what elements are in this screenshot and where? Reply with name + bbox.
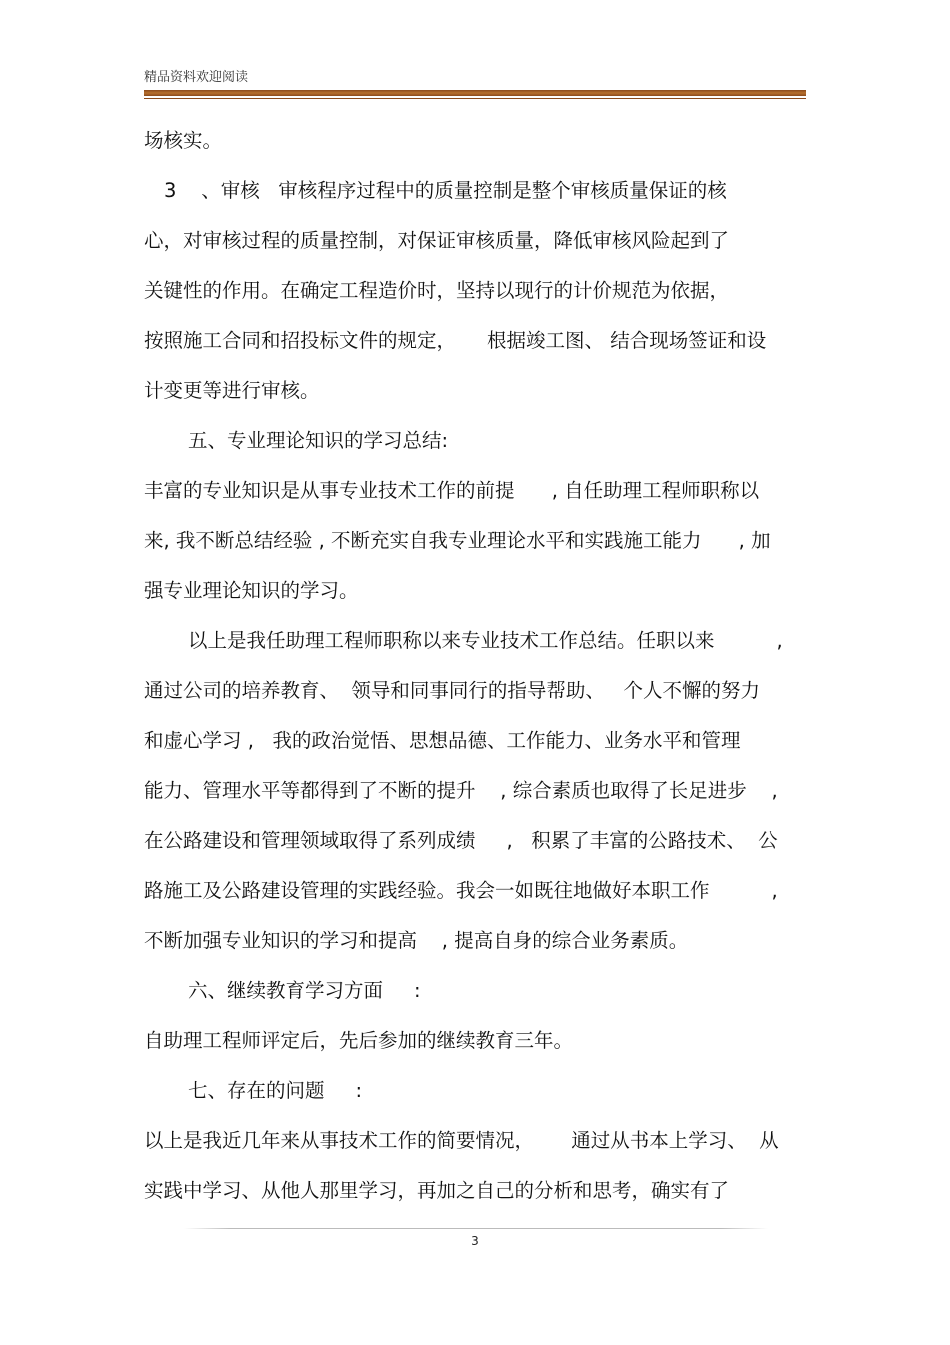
body-line-21: 以上是我近几年来从事技术工作的简要情况， 通过从书本上学习、 从 (144, 1129, 779, 1152)
body-line-5: 按照施工合同和招投标文件的规定， 根据竣工图、 结合现场签证和设 (144, 329, 767, 352)
section-heading-7: 七、存在的问题 : (188, 1079, 363, 1102)
body-line-8: 丰富的专业知识是从事专业技术工作的前提 , 自任助理工程师职称以 (144, 479, 760, 502)
body-line-1: 场核实。 (144, 129, 223, 152)
body-line-17: 不断加强专业知识的学习和提高 , 提高自身的综合业务素质。 (144, 929, 689, 952)
body-line-6: 计变更等进行审核。 (144, 379, 320, 402)
header-rule-thin (144, 98, 806, 99)
section-heading-5: 五、专业理论知识的学习总结: (188, 429, 449, 452)
body-line-13: 和虚心学习 , 我的政治觉悟、思想品德、工作能力、业务水平和管理 (144, 729, 741, 752)
body-line-12: 通过公司的培养教育、 领导和同事同行的指导帮助、 个人不懈的努力 (144, 679, 760, 702)
body-line-14: 能力、管理水平等都得到了不断的提升 , 综合素质也取得了长足进步 , (144, 779, 778, 802)
body-line-19: 自助理工程师评定后，先后参加的继续教育三年。 (144, 1029, 574, 1052)
body-line-3: 心，对审核过程的质量控制，对保证审核质量，降低审核风险起到了 (144, 229, 730, 252)
body-line-10: 强专业理论知识的学习。 (144, 579, 359, 602)
section-heading-6: 六、继续教育学习方面 : (188, 979, 421, 1002)
body-line-15: 在公路建设和管理领域取得了系列成绩 , 积累了丰富的公路技术、 公 (144, 829, 778, 852)
body-line-22: 实践中学习、从他人那里学习，再加之自己的分析和思考，确实有了 (144, 1179, 730, 1202)
page-number: 3 (471, 1234, 479, 1248)
header-title: 精品资料欢迎阅读 (144, 70, 249, 85)
body-line-16: 路施工及公路建设管理的实践经验。我会一如既往地做好本职工作 , (144, 879, 778, 902)
header-rule-thick (144, 90, 806, 96)
body-line-4: 关键性的作用。在确定工程造价时，坚持以现行的计价规范为依据， (144, 279, 730, 302)
body-line-11: 以上是我任助理工程师职称以来专业技术工作总结。任职以来 , (188, 629, 783, 652)
footer-rule (184, 1228, 768, 1229)
body-line-2: 3 、审核 审核程序过程中的质量控制是整个审核质量保证的核 (164, 179, 727, 202)
body-line-9: 来, 我不断总结经验 , 不断充实自我专业理论水平和实践施工能力 , 加 (144, 529, 771, 552)
